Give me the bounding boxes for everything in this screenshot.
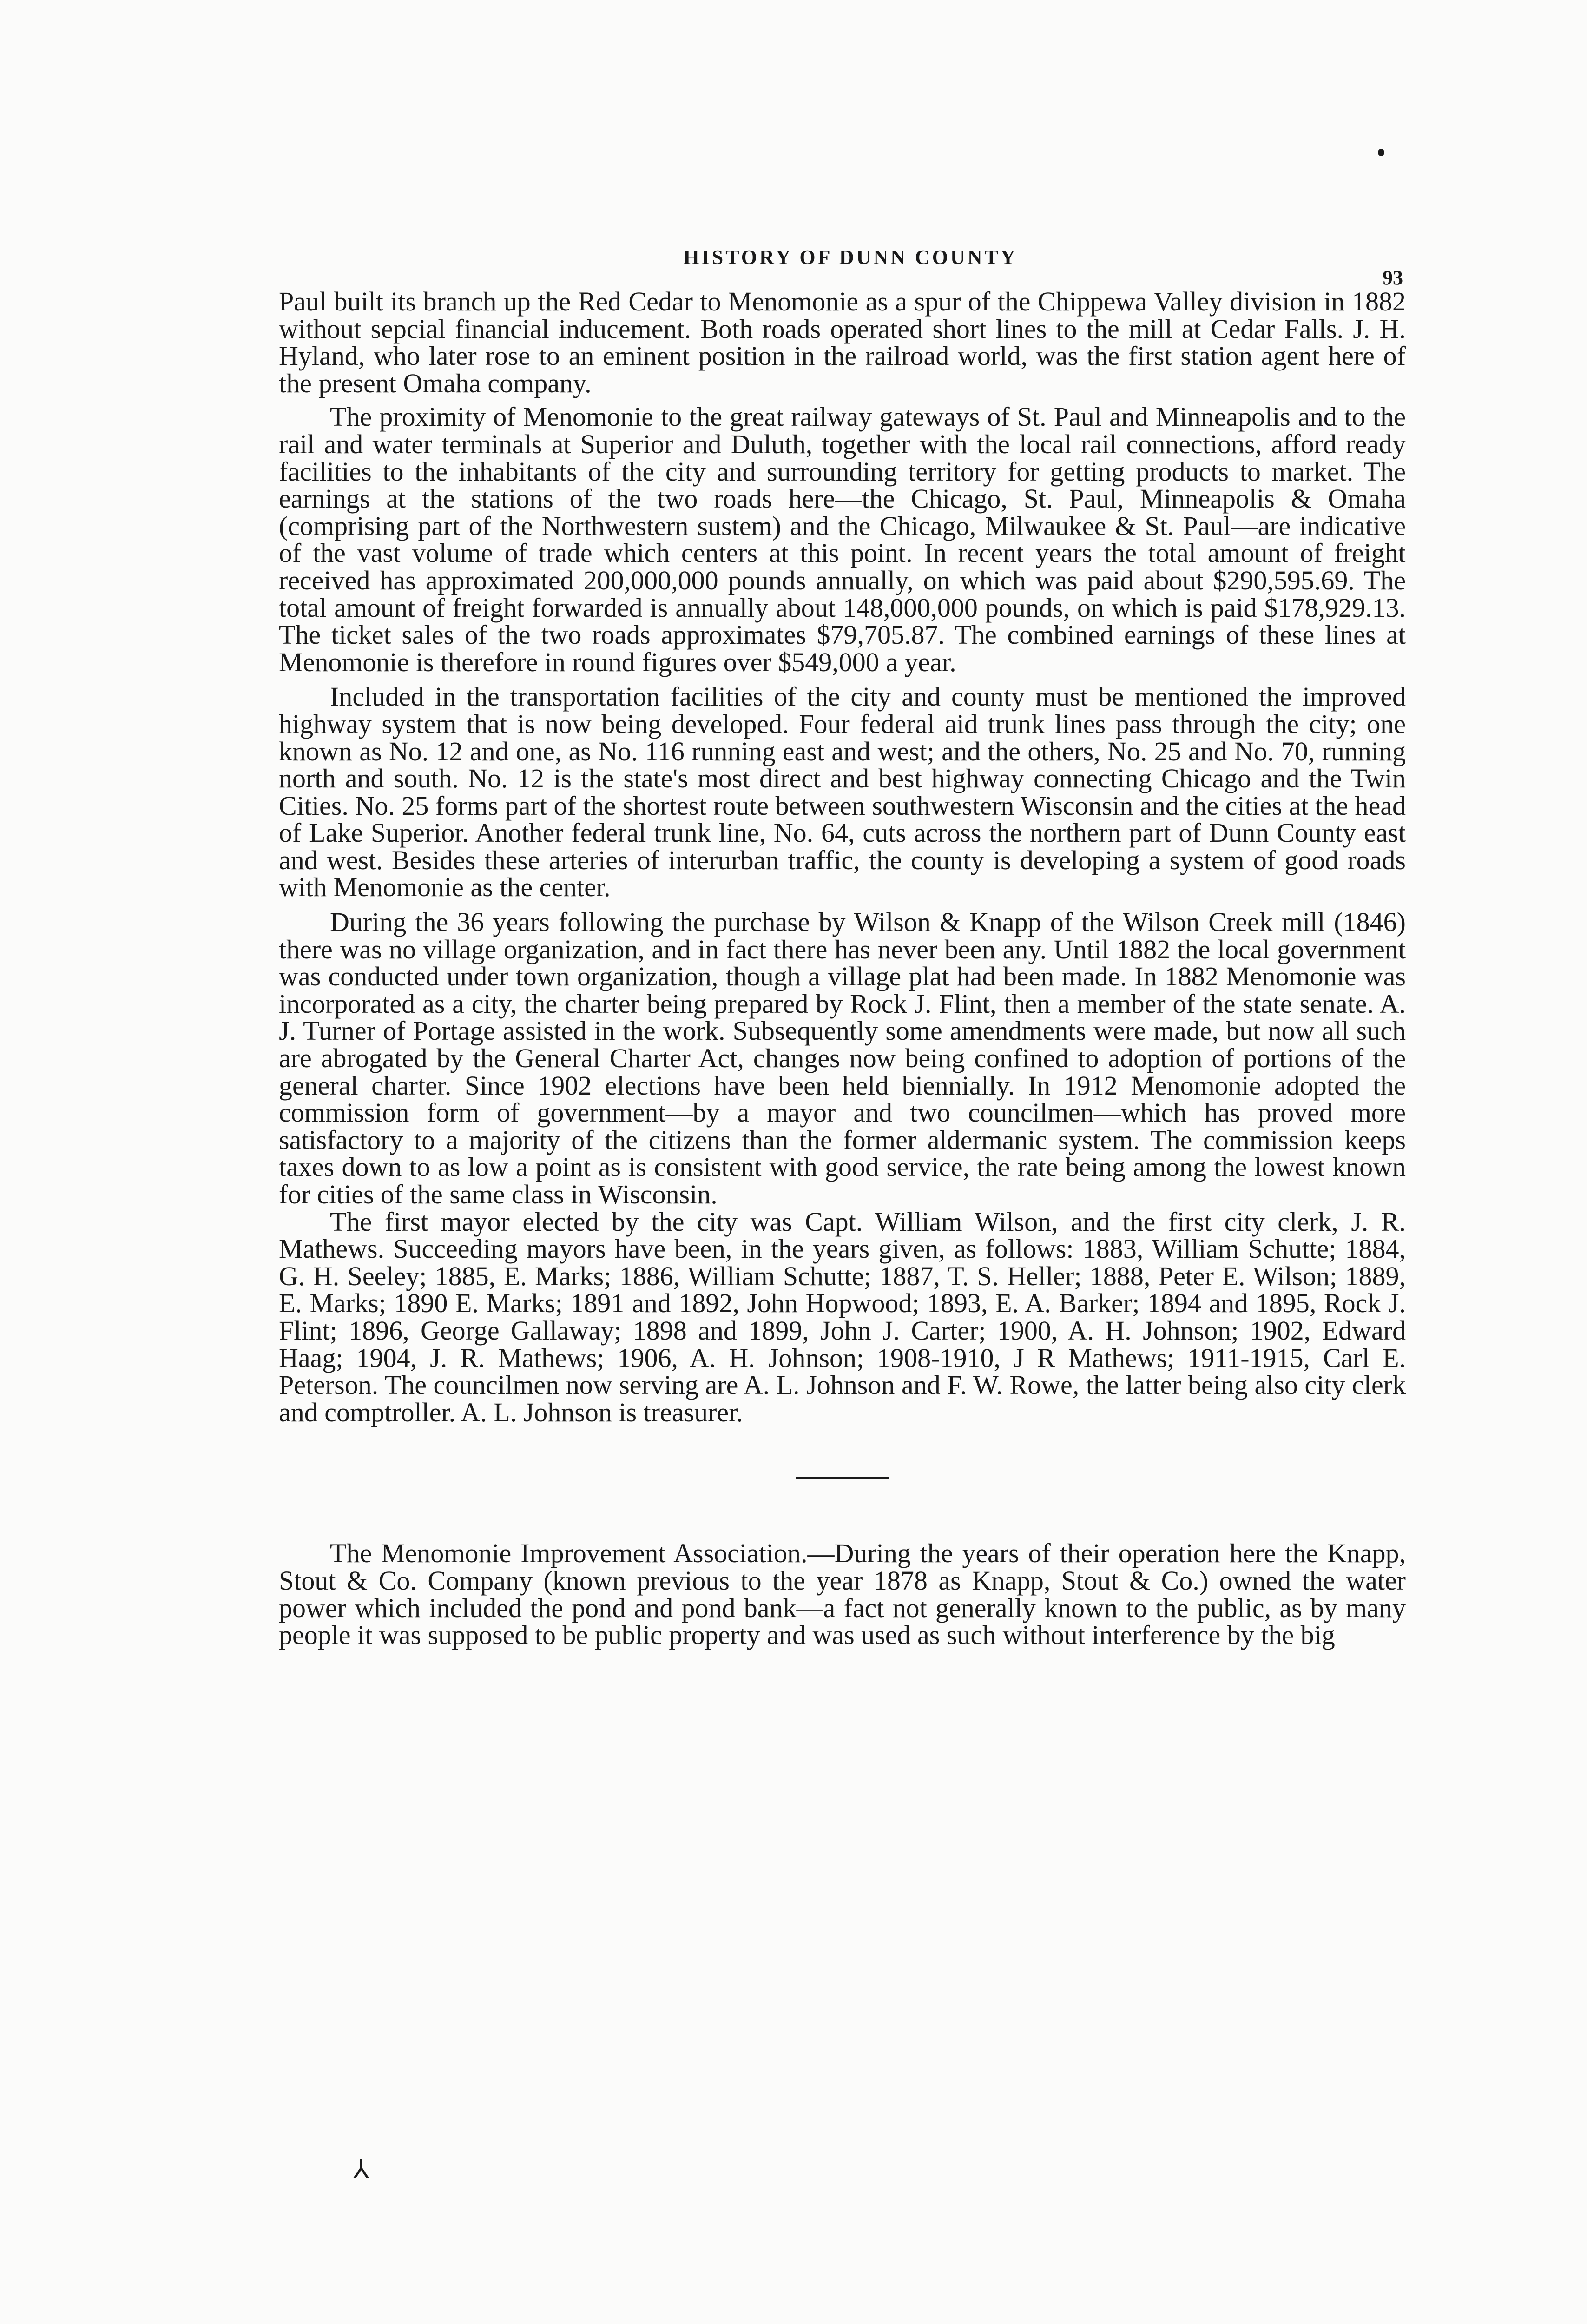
section-divider bbox=[796, 1477, 889, 1479]
paragraph-improvement-association: The Menomonie Improvement Association.—During the years of their operation here the Knapp, Stout & Co. Company (known previous to the year 1878 as Knapp, Stout & Co.) owned the water power which included the pond and pond bank—a fact not generally known to the public, as by many people it was supposed to be public property and was used as such without interference by the big bbox=[279, 1538, 1406, 1651]
paragraph-city-government: During the 36 years following the purchase by Wilson & Knapp of the Wilson Creek mill (1846) there was no village organization, and in fact there has never been any. Until 1882 the local government was conducted under town organization, though a village plat had been made. In 1882 Menomonie was incorporated as a city, the charter being prepared by Rock J. Flint, then a member of the state senate. A. J. Turner of Portage assisted in the work. Subsequently some amendments were made, but now all such are abrogated by the General Charter Act, changes now being confined to adoption of portions of the general charter. Since 1902 elections have been held biennially. In 1912 Menomonie adopted the commission form of government—by a mayor and two councilmen—which has proved more satisfactory to a majority of the citizens than the former aldermanic system. The commission keeps taxes down to as low a point as is consistent with good service, the rate being among the lowest known for cities of the same class in Wisconsin. bbox=[279, 907, 1406, 1209]
page-number: 93 bbox=[1383, 266, 1403, 289]
paragraph-mayors: The first mayor elected by the city was Capt. William Wilson, and the first city clerk, J. R. Mathews. Succeeding mayors have been, in the years given, as follows: 1883, William Schutte; 1884, G. H. Seeley; 1885, E. Marks; 1886, William Schutte; 1887, T. S. Heller; 1888, Peter E. Wilson; 1889, E. Marks; 1890 E. Marks; 1891 and 1892, John Hopwood; 1893, E. A. Barker; 1894 and 1895, Rock J. Flint; 1896, George Gallaway; 1898 and 1899, John J. Carter; 1900, A. H. Johnson; 1902, Edward Haag; 1904, J. R. Mathews; 1906, A. H. Johnson; 1908-1910, J R Mathews; 1911-1915, Carl E. Peterson. The councilmen now serving are A. L. Johnson and F. W. Rowe, the latter being also city clerk and comptroller. A. L. Johnson is treasurer. bbox=[279, 1206, 1406, 1427]
paragraph-railroad-branch: Paul built its branch up the Red Cedar to Menomonie as a spur of the Chippewa Valley division in 1882 without sepcial financial inducement. Both roads operated short lines to the mill at Cedar Falls. J. H. Hyland, who later rose to an eminent position in the railroad world, was the first station agent here of the present Omaha company. bbox=[279, 286, 1406, 398]
stray-mark: ⅄ bbox=[353, 2154, 369, 2185]
paragraph-rail-gateways: The proximity of Menomonie to the great railway gateways of St. Paul and Minneapolis and to the rail and water terminals at Superior and Duluth, together with the local rail connections, afford ready facilities to the inhabitants of the city and surrounding territory for getting products to market. The earnings at the stations of the two roads here—the Chicago, St. Paul, Minneapolis & Omaha (comprising part of the Northwestern sustem) and the Chicago, Milwaukee & St. Paul—are indicative of the vast volume of trade which centers at this point. In recent years the total amount of freight received has approximated 200,000,000 pounds annually, on which was paid about $290,595.69. The total amount of freight forwarded is annually about 148,000,000 pounds, on which is paid $178,929.13. The ticket sales of the two roads approximates $79,705.87. The combined earnings of these lines at Menomonie is therefore in round figures over $549,000 a year. bbox=[279, 402, 1406, 677]
ink-speck bbox=[1378, 149, 1384, 156]
running-head: HISTORY OF DUNN COUNTY bbox=[683, 246, 1018, 269]
paragraph-highway-system: Included in the transportation facilities of the city and county must be mentioned the improved highway system that is now being developed. Four federal aid trunk lines pass through the city; one known as No. 12 and one, as No. 116 running east and west; and the others, No. 25 and No. 70, running north and south. No. 12 is the state's most direct and best highway connecting Chicago and the Twin Cities. No. 25 forms part of the shortest route between southwestern Wisconsin and the cities at the head of Lake Superior. Another federal trunk line, No. 64, cuts across the northern part of Dunn County east and west. Besides these arteries of interurban traffic, the county is developing a system of good roads with Menomonie as the center. bbox=[279, 681, 1406, 903]
page-body bbox=[279, 288, 1406, 1649]
